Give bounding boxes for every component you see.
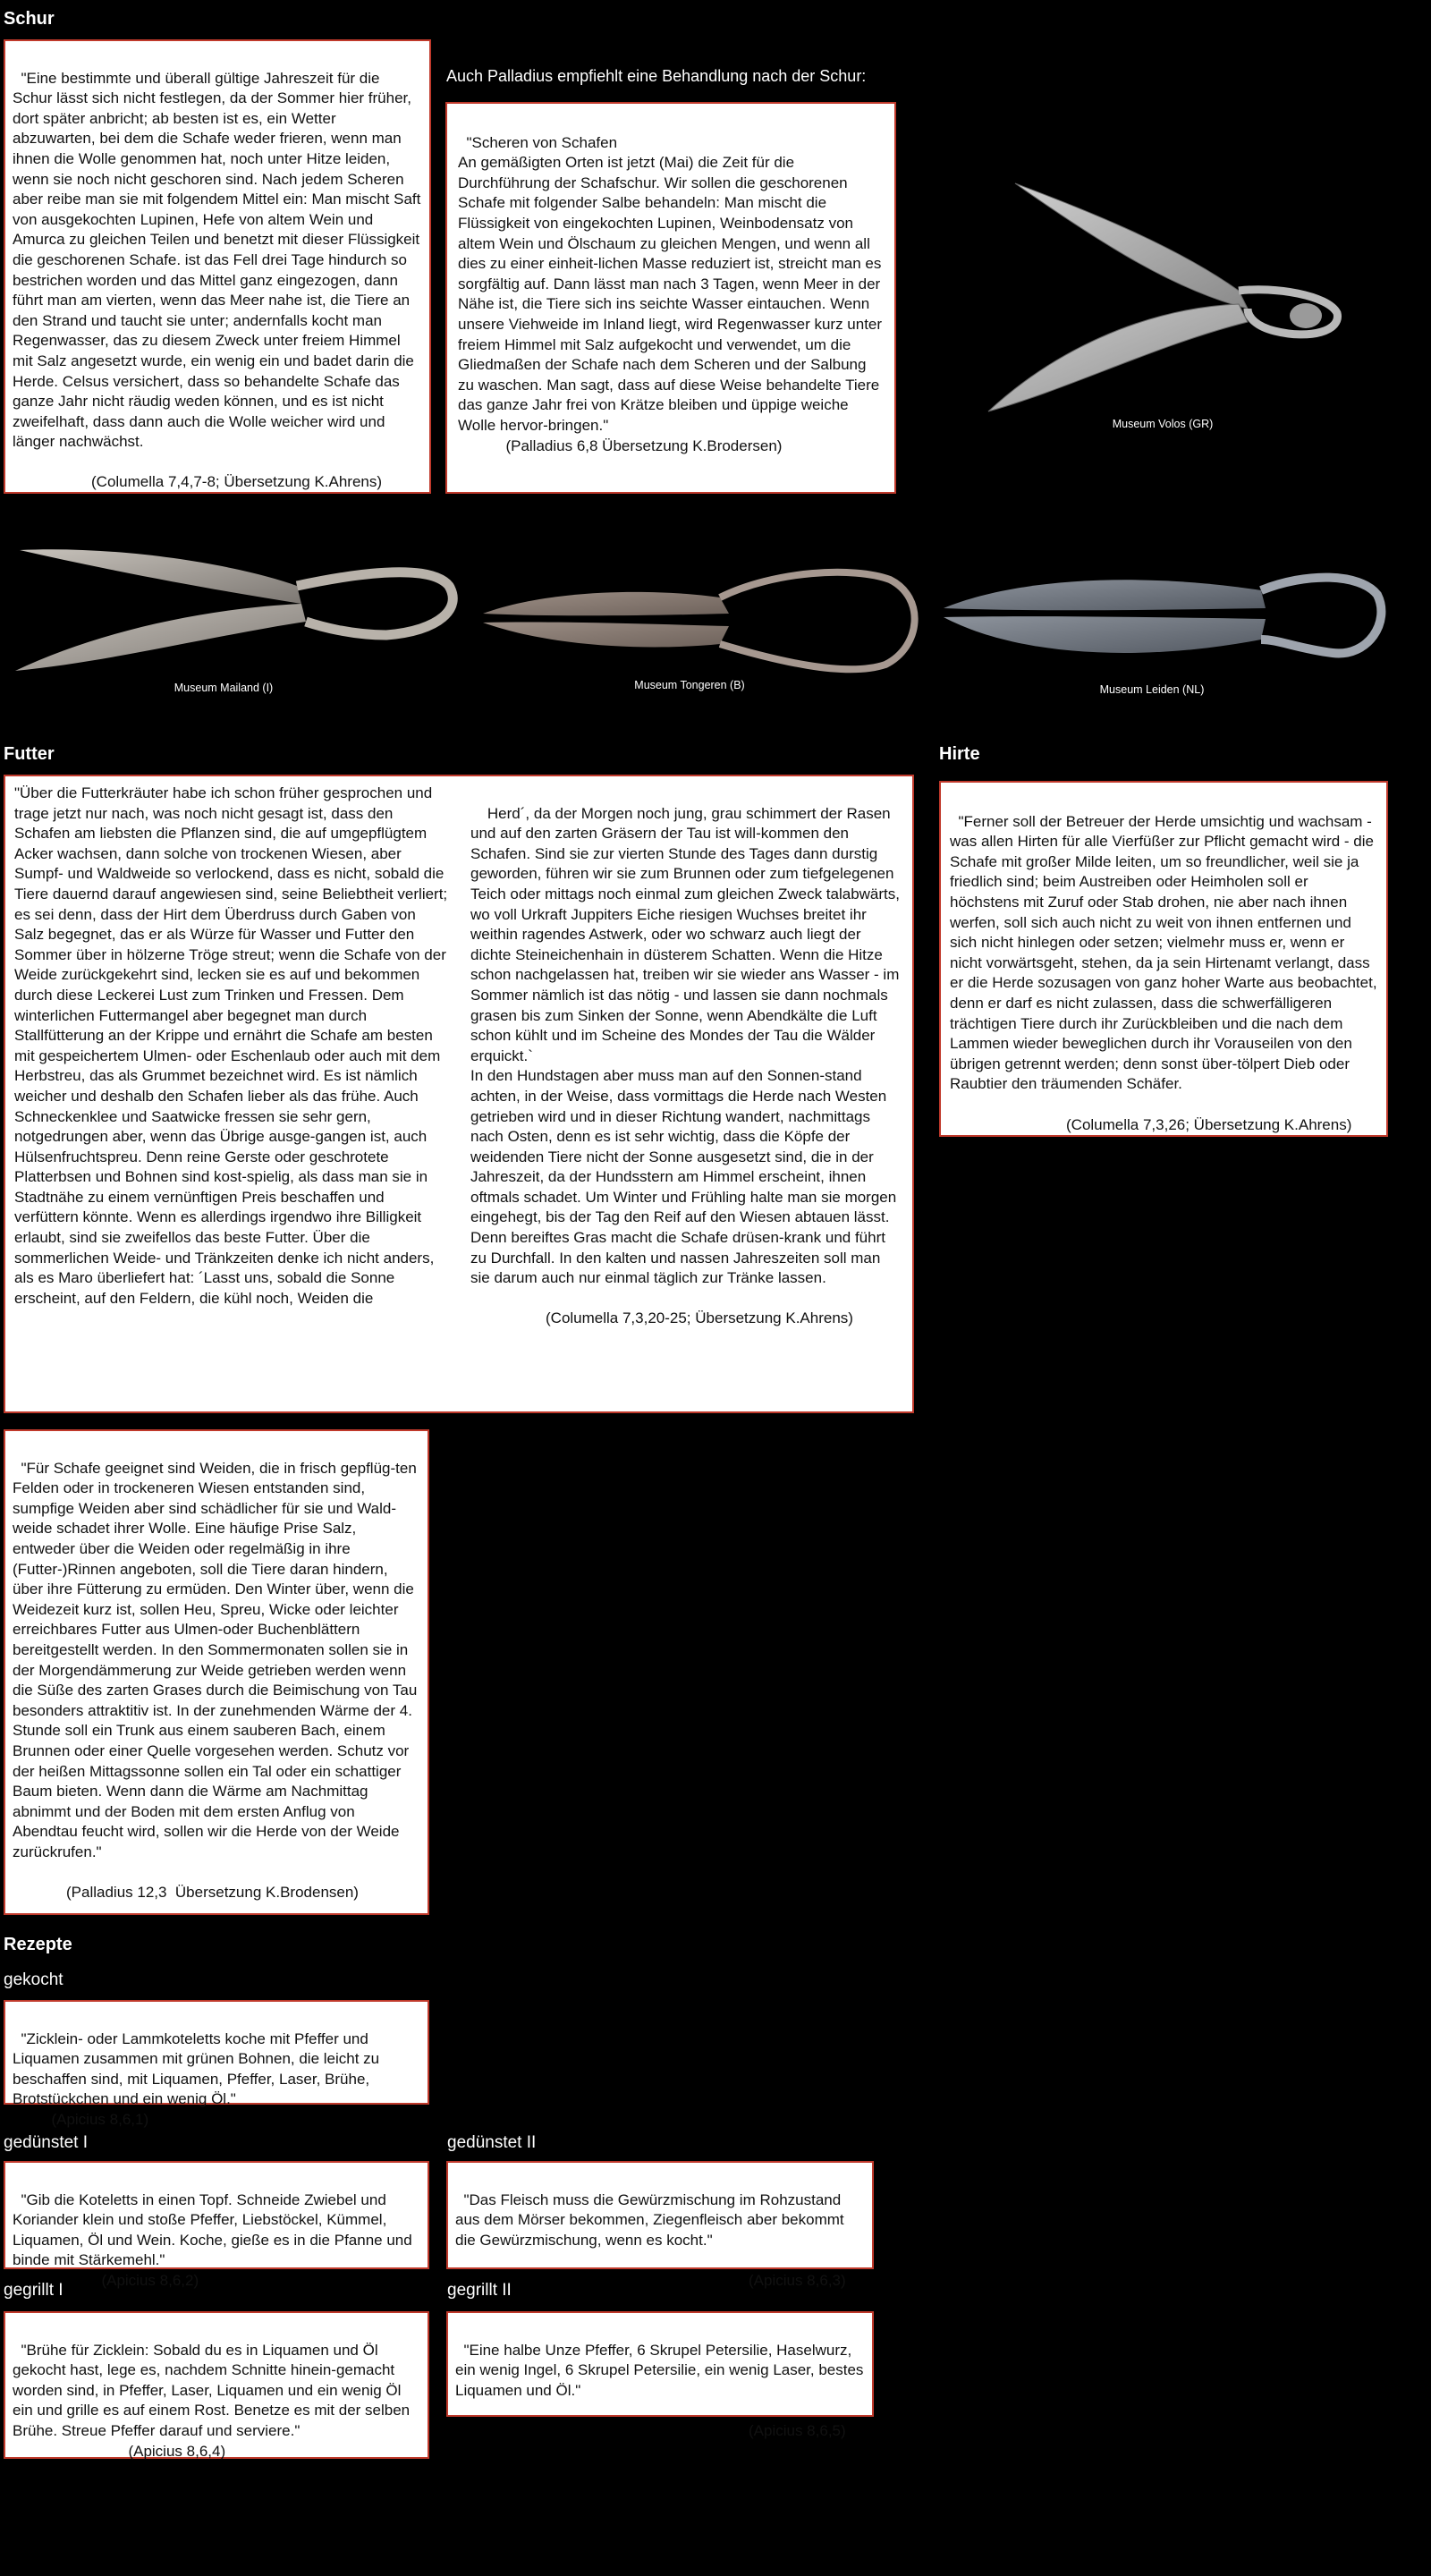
recipe-label-gegrillt-1: gegrillt I xyxy=(4,2281,64,2300)
recipe-label-gekocht: gekocht xyxy=(4,1970,64,1989)
recipe-box-gegrillt-2 xyxy=(446,2311,874,2439)
quote-box-palladius-schur xyxy=(445,102,896,494)
recipe-citation: (Apicius 8,6,1) xyxy=(51,2110,149,2128)
quote-text-column-2: Herd´, da der Morgen noch jung, grau schimmert der Rasen und auf den zarten Gräsern der Tau ist will-kommen den Schafen. Sind sie zur vierten Stunde des Tages dann durstig geworden, führen wir sie zum Brunnen oder zum tiefgelegenen Teich oder mittags noch einmal zum gleichen Zweck talabwärts, wo voll Urkraft Juppiters Eiche riesigen Wuchses breitet ihr weithin ragendes Astwerk, oder wo schwarz auch liegt der dichte Steineichenhain in düsterem Schatten. Wenn die Hitze schon nachgelassen hat, treiben wir sie wieder ans Wasser - im Sommer nämlich ist das nötig - und lassen sie dann nochmals grasen bis zum Sinken der Sonne, wenn Abendkälte die Luft schon kühlt und im Scheine des Mondes der Tau die Wälder erquickt.` In den Hundstagen aber muss man auf den Sonnen-stand achten, in der Weise, dass vormittags die Herde nach Westen getrieben wird und in dieser Richtung wandert, nachmittags nach Osten, denn es ist sehr wichtig, dass die Köpfe der weidenden Tiere nicht der Sonne ausgesetzt sind, die in der Jahreszeit, da der Hundsstern am Himmel erscheint, ihnen oftmals schadet. Um Winter und Frühling halte man sie morgen eingehegt, bis der Tag den Reif auf den Wiesen abtauen lässt. Denn bereiftes Gras macht die Schafe drüsen-krank und führt zu Durchfall. In den kalten und nassen Jahreszeiten soll man sie darum auch nur einmal täglich zur Tränke lassen. xyxy=(470,804,900,1287)
quote-text: "Ferner soll der Betreuer der Herde umsichtig und wachsam - was allen Hirten für alle Vierfüßer zur Pflicht gemacht wird - die Schafe mit großer Milde leiten, um so freundlicher, weil sie ja friedlich sind; beim Austreiben oder Heimholen soll er höchstens mit Zuruf oder Stab drohen, nie aber nach ihnen werfen, soll sich auch nicht zu weit von ihnen entfernen und sich nicht hinlegen oder setzen; vielmehr muss er, wenn er nicht vorwärtsgeht, stehen, da ja sein Hirtenamt verlangt, dass er die Herde sozusagen von ganz hoher Warte aus beobachtet, denn er darf es nicht zulassen, dass die schwerfälligeren trächtigen Tiere durch ihr Zurückbleiben und die nach dem Lammen wieder beweglichen durch ihr Vorauseilen von den übrigen getrennt werden; denn sonst über-tölpert Dieb oder Raubtier den träumenden Schäfer. xyxy=(950,812,1382,1093)
caption-tongeren: Museum Tongeren (B) xyxy=(634,679,745,691)
recipe-citation: (Apicius 8,6,5) xyxy=(749,2421,846,2439)
shears-image-volos xyxy=(979,174,1364,425)
caption-volos: Museum Volos (GR) xyxy=(1112,418,1214,430)
shears-image-tongeren xyxy=(478,562,926,678)
quote-citation: (Palladius 6,8 Übersetzung K.Brodersen) xyxy=(505,436,783,454)
quote-text: "Für Schafe geeignet sind Weiden, die in frisch gepflüg-ten Felden oder in trockeneren Wiesen entstanden sind, sumpfige Weiden aber sind schädlicher für sie und Wald-weide schadet ihrer Wolle. Eine häufige Prise Salz, entweder über die Weiden oder regelmäßig in ihre (Futter-)Rinnen angeboten, soll die Tiere daran hindern, über ihre Fütterung zu ermüden. Den Winter über, wenn die Weidezeit kurz ist, sollen Heu, Spreu, Wicke oder leichter erreichbares Futter aus Ulmen-oder Buchenblättern bereitgestellt werden. In den Sommermonaten sollen sie in der Morgendämmerung zur Weide getrieben werden wenn die Süße des zarten Grases durch die Beimischung von Tau besonders attraktitiv ist. In der zunehmenden Wärme der 4. Stunde soll ein Trunk aus einem sauberen Bach, einem Brunnen oder einer Quelle vorgesehen werden. Schutz vor der heißen Mittagssonne sollen ein Tal oder ein schattiger Baum bieten. Wenn dann die Wärme am Nachmittag abnimmt und der Boden mit dem ersten Anflug von Abendtau feucht wird, sollen wir die Herde von der Weide zurückrufen." xyxy=(13,1459,422,1860)
palladius-intro: Auch Palladius empfiehlt eine Behandlung nach der Schur: xyxy=(446,67,867,85)
quote-text: "Scheren von Schafen An gemäßigten Orten ist jetzt (Mai) die Zeit für die Durchführung der Schafschur. Wir sollen die geschorenen Schafe mit folgender Salbe behandeln: Man mischt die Flüssigkeit von eingekochten Lupinen, Weinbodensatz von altem Wein und Ölschaum zu gleichen Mengen, und wenn all dies zu einer einheit-lichen Masse reduziert ist, streicht man es sorgfältig auf. Dann lässt man nach 3 Tagen, wenn Meer in der Nähe ist, die Tiere sich ins seichte Wasser eintauchen. Wenn unsere Viehweide im Inland liegt, wird Regenwasser kurz unter freiem Himmel mit Salz aufgekocht und verwendet, um die Gliedmaßen der Schafe nach dem Scheren und der Salbung zu waschen. Man sagt, dass auf diese Weise behandelte Tiere das ganze Jahr frei von Krätze bleiben und üppige weiche Wolle hervor-bringen." xyxy=(458,133,883,434)
quote-citation: (Palladius 12,3 Übersetzung K.Brodensen) xyxy=(66,1884,359,1902)
caption-leiden: Museum Leiden (NL) xyxy=(1099,683,1205,696)
recipe-label-gegrillt-2: gegrillt II xyxy=(447,2281,512,2300)
shears-image-mailand xyxy=(11,537,458,680)
recipe-text: "Brühe für Zicklein: Sobald du es in Liquamen und Öl gekocht hast, lege es, nachdem Schnitte hinein-gemacht worden sind, in Pfeffer, Laser, Liquamen und ein wenig Öl ein und grille es auf einem Rost. Benetze es mit der selben Brühe. Streue Pfeffer darauf und serviere." xyxy=(13,2341,414,2439)
recipe-citation: (Apicius 8,6,4) xyxy=(128,2442,226,2460)
recipe-text: "Gib die Koteletts in einen Topf. Schneide Zwiebel und Koriander klein und stoße Pfeffer, Liebstöckel, Kümmel, Liquamen, Öl und Wein. Koche, gieße es in die Pfanne und binde mit Stärkemehl." xyxy=(13,2190,417,2269)
recipe-text: "Das Fleisch muss die Gewürzmischung im Rohzustand aus dem Mörser bekommen, Ziegenfleisch aber bekommt die Gewürzmischung, wenn es kocht." xyxy=(455,2190,849,2249)
recipe-box-gedunstet-1 xyxy=(4,2161,429,2289)
recipe-text: "Zicklein- oder Lammkoteletts koche mit Pfeffer und Liquamen zusammen mit grünen Bohnen, die leicht zu beschaffen sind, mit Liquamen, Pfeffer, Laser, Brühe, Brotstückchen und ein wenig Öl." xyxy=(13,2029,384,2108)
recipe-citation: (Apicius 8,6,2) xyxy=(101,2271,199,2289)
recipe-box-gekocht xyxy=(4,2000,429,2128)
quote-box-columella-schur xyxy=(4,39,431,494)
quote-citation: (Columella 7,3,26; Übersetzung K.Ahrens) xyxy=(1066,1115,1352,1133)
quote-citation: (Columella 7,3,20-25; Übersetzung K.Ahrens) xyxy=(546,1309,853,1327)
recipe-text: "Eine halbe Unze Pfeffer, 6 Skrupel Petersilie, Haselwurz, ein wenig Ingel, 6 Skrupel Petersilie, ein wenig Laser, bestes Liquamen und Öl." xyxy=(455,2341,868,2399)
recipe-label-gedunstet-2: gedünstet II xyxy=(447,2133,537,2152)
quote-text: "Eine bestimmte und überall gültige Jahreszeit für die Schur lässt sich nicht festlegen, da der Sommer hier früher, dort später anbricht; ab besten ist es, ein Wetter abzuwarten, bei dem die Schafe weder frieren, wenn man ihnen die Wolle genommen hat, noch unter Hitze leiden, wenn sie noch nicht geschoren sind. Nach jedem Scheren aber reibe man sie mit folgendem Mittel ein: Man mischt Saft von ausgekochten Lupinen, Hefe von altem Wein und Amurca zu gleichen Teilen und benetzt mit dieser Flüssigkeit die geschorenen Schafe. ist das Fell drei Tage hindurch so bestrichen worden und das Mittel ganz eingezogen, dann führt man am vierten, wenn das Meer nahe ist, die Tiere an den Strand und taucht sie unter; andernfalls kocht man Regenwasser, das zu diesem Zweck unter freiem Himmel mit Salz angesetzt wurde, ein wenig ein und badet darin die Herde. Celsus versichert, dass so behandelte Schafe das ganze Jahr nicht räudig weden können, und es ist nicht zweifelhaft, dass dann auch die Wolle weicher wird und länger nachwächst. xyxy=(13,69,426,451)
recipe-citation: (Apicius 8,6,3) xyxy=(749,2271,846,2289)
quote-box-hirte xyxy=(939,781,1388,1137)
shears-image-leiden xyxy=(939,555,1386,680)
section-heading-rezepte: Rezepte xyxy=(4,1935,72,1954)
recipe-box-gegrillt-1 xyxy=(4,2311,429,2459)
section-heading-schur: Schur xyxy=(4,9,55,29)
quote-citation: (Columella 7,4,7-8; Übersetzung K.Ahrens) xyxy=(91,473,383,491)
caption-mailand: Museum Mailand (I) xyxy=(174,682,274,694)
recipe-label-gedunstet-1: gedünstet I xyxy=(4,2133,89,2152)
section-heading-hirte: Hirte xyxy=(939,744,980,764)
quote-text-column-1: "Über die Futterkräuter habe ich schon früher gesprochen und trage jetzt nur nach, was noch nicht gesagt ist, dass den Schafen am liebsten die Pflanzen sind, die auf umgepflügtem Acker wachsen, dann solche von trockenen Wiesen, aber Sumpf- und Waldweide so verlockend, dass es nicht, sobald die Tiere dauernd darauf angewiesen sind, seine Beliebtheit verliert; es sei denn, dass der Hirt dem Überdruss durch Gaben von Salz begegnet, das er als Würze für Wasser und Futter den Sommer über in hölzerne Tröge streut; wenn die Schafe von der Weide zurückgekehrt sind, lecken sie es auf und bekommen durch diese Leckerei Lust zum Trinken und Fressen. Dem winterlichen Futtermangel aber begegnet man durch Stallfütterung an der Krippe und ernährt die Schafe am besten mit gespeichertem Ulmen- oder Eschenlaub oder auch mit dem Herbstreu, das als Grummet bezeichnet wird. Es ist nämlich weicher und deshalb den Schafen lieber als das frühe. Auch Schneckenklee und Saatwicke fressen sie sehr gern, notgedrungen aber, wenn das Übrige ausge-gangen ist, auch Hülsenfruchtspreu. Denn reine Gerste oder geschrotete Platterbsen und Bohnen sind kost-spielig, als dass man sie in Stadtnähe zu einem vernünftigen Preis beschaffen und verfüttern könnte. Wenn es allerdings irgendwo ihre Billigkeit erlaubt, sind sie zweifellos das beste Futter. Über die sommerlichen Weide- und Tränkzeiten denke ich nicht anders, als es Maro überliefert hat: ´Lasst uns, sobald die Sonne erscheint, auf den Feldern, die kühl noch, Weiden die xyxy=(14,784,452,1307)
section-heading-futter: Futter xyxy=(4,744,55,764)
quote-box-palladius-futter xyxy=(4,1429,429,1915)
quote-box-columella-futter xyxy=(4,775,914,1413)
recipe-box-gedunstet-2 xyxy=(446,2161,874,2289)
